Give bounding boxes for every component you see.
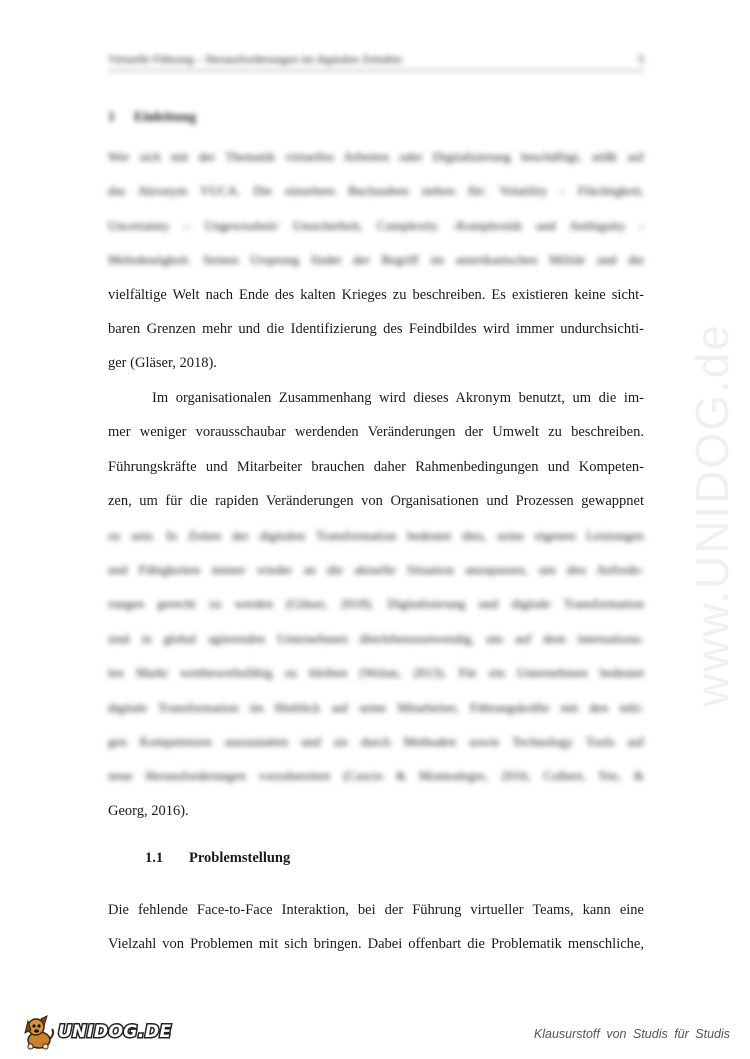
paragraph-line-blurred: zu sein. In Zeiten der digitalen Transformation bedeutet dies, seine eigenen Leistungen [108, 527, 644, 543]
paragraph-line: zen, um für die rapiden Veränderungen von Organisationen und Prozessen gewappnet [108, 493, 644, 510]
subsection-number: 1.1 [145, 850, 164, 866]
paragraph-line: vielfältige Welt nach Ende des kalten Krieges zu beschreiben. Es existieren keine sicht- [108, 286, 644, 303]
paragraph-line-blurred: das Akronym VUCA. Die einzelnen Buchstaben stehen für: Volatility - Flüchtigkeit, [108, 183, 644, 199]
footer-tagline: Klausurstoff von Studis für Studis [533, 1027, 730, 1041]
header-page-number: 5 [638, 52, 644, 66]
watermark [682, 285, 742, 745]
paragraph-line-blurred: sind in global agierenden Unternehmen überlebensnotwendig, um auf dem internationa- [108, 630, 644, 646]
header-title: Virtuelle Führung – Herausforderungen im digitalen Zeitalter [108, 52, 403, 66]
paragraph-line: mer weniger vorausschaubar werdenden Veränderungen der Umwelt zu beschreiben. [108, 424, 644, 441]
paragraph-line: Im organisationalen Zusammenhang wird dieses Akronym benutzt, um die im- [152, 390, 644, 406]
paragraph-line-blurred: digitale Transformation im Hinblick auf seine Mitarbeiter, Führungskräfte mit den nöti- [108, 699, 644, 715]
paragraph-line-blurred: len Markt wettbewerbsfähig zu bleiben (Wolan, 2013). Für ein Unternehmen bedeutet [108, 665, 644, 681]
paragraph-line: baren Grenzen mehr und die Identifizierung des Feindbildes wird immer undurchsichti- [108, 320, 644, 337]
paragraph-2 [108, 381, 644, 828]
paragraph-line-blurred: rungen gerecht zu werden (Gläser, 2018). Digitalisierung und digitale Transformation [108, 596, 644, 612]
paragraph-line-blurred: gen Kompetenzen auszustatten und sie durch Methoden sowie Technology Tools auf [108, 733, 644, 749]
subsection-heading [108, 850, 290, 867]
section-title: Einleitung [134, 110, 197, 125]
paragraph-line: Georg, 2016). [108, 802, 189, 819]
running-header [108, 52, 644, 71]
paragraph-line-blurred: und Fähigkeiten immer wieder an die aktuelle Situation anzupassen, um den Anforde- [108, 561, 644, 577]
section-number: 1 [108, 110, 115, 125]
paragraph-line-blurred: Mehrdeutigkeit. Seinen Ursprung findet der Begriff im amerikanischen Militär und die [108, 252, 644, 268]
paragraph-line-blurred: Wer sich mit der Thematik virtuelles Arbeiten oder Digitalisierung beschäftigt, stößt auf [108, 149, 644, 164]
subsection-title: Problemstellung [189, 850, 291, 866]
section-heading [108, 110, 196, 126]
paragraph-line: Die fehlende Face-to-Face Interaktion, bei der Führung virtueller Teams, kann eine [108, 902, 644, 918]
paragraph-3 [108, 893, 644, 962]
paragraph-1 [108, 140, 644, 381]
paragraph-line: ger (Gläser, 2018). [108, 355, 217, 372]
unidog-logo [22, 1012, 172, 1052]
logo-text: UNIDOG.DE [58, 1022, 172, 1042]
paragraph-line: Führungskräfte und Mitarbeiter brauchen daher Rahmenbedingungen und Kompeten- [108, 458, 644, 475]
watermark-text: www.UNIDOG.de [686, 323, 738, 707]
dog-icon [22, 1013, 56, 1051]
paragraph-line-blurred: Uncertainty – Ungewissheit/ Unsicherheit, Complexity -Komplexität und Ambiguity - [108, 217, 644, 233]
paragraph-line-blurred: neue Herausforderungen vorzubereiten (Cascio & Montealegre, 2016; Colbert, Yee, & [108, 768, 644, 784]
paragraph-line: Vielzahl von Problemen mit sich bringen. Dabei offenbart die Problematik menschliche, [108, 936, 644, 953]
